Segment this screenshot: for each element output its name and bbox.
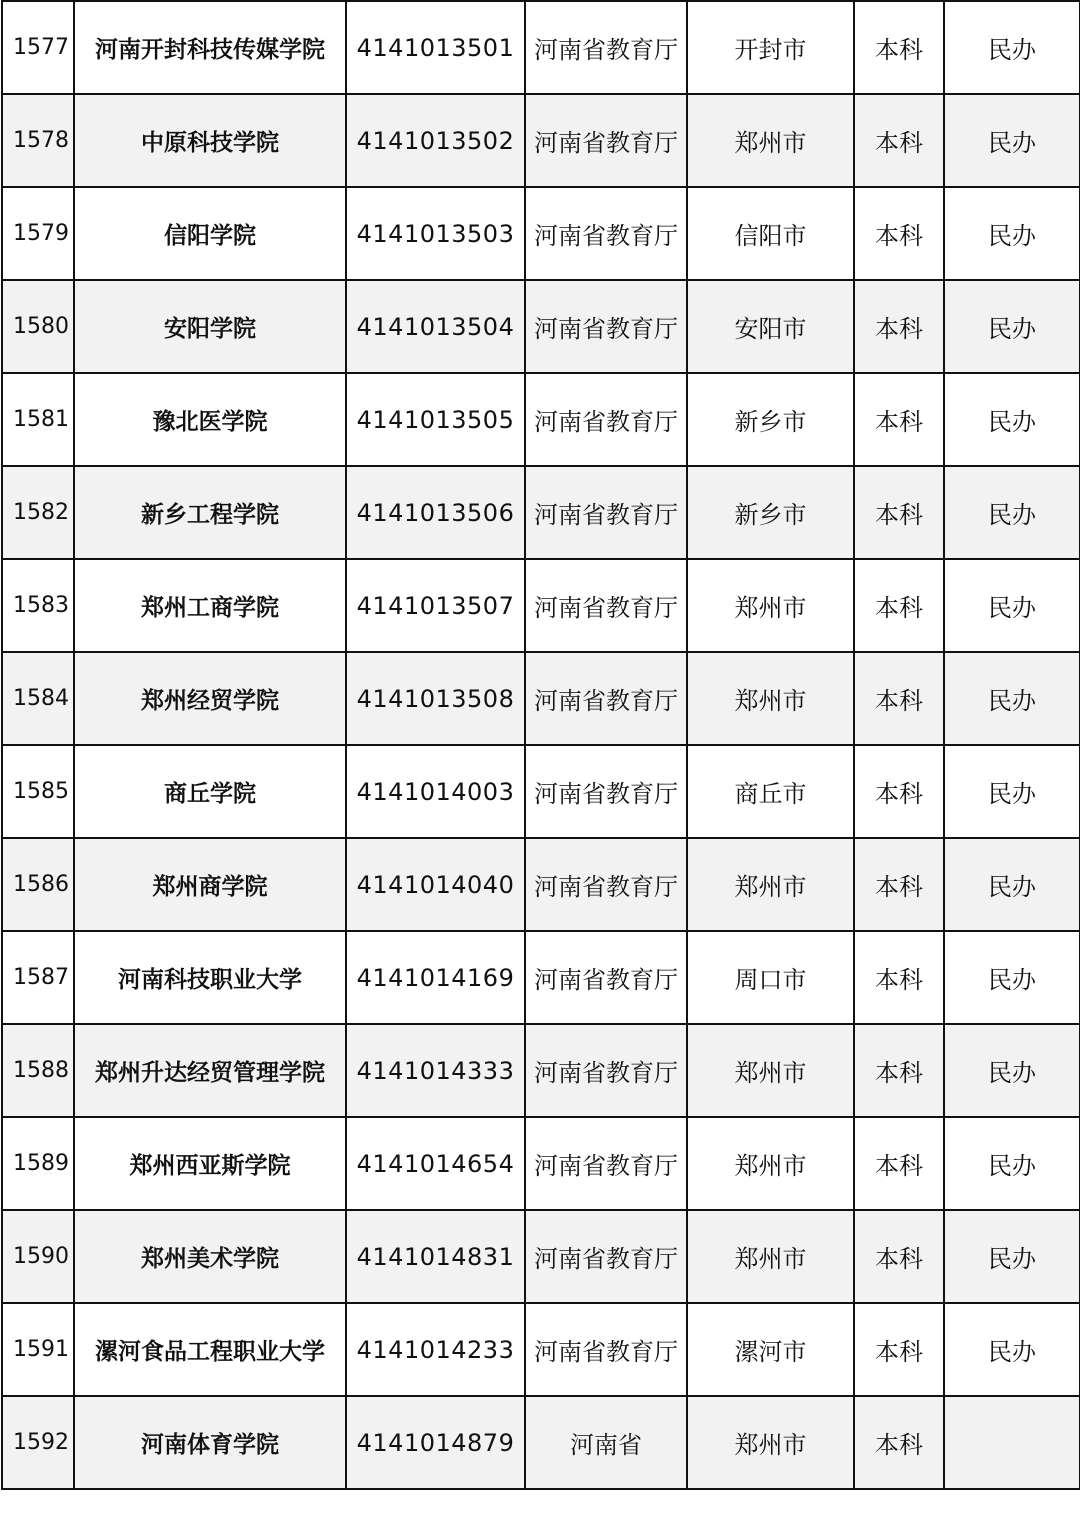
level: 本科	[854, 1210, 944, 1303]
level: 本科	[854, 559, 944, 652]
school-code: 4141013508	[346, 652, 525, 745]
authority: 河南省教育厅	[525, 1, 687, 94]
university-table	[1, 0, 1080, 1490]
row-number: 1580	[2, 280, 74, 373]
city: 郑州市	[687, 559, 854, 652]
table-row	[2, 1, 1080, 94]
row-number: 1586	[2, 838, 74, 931]
table-row	[2, 373, 1080, 466]
ownership: 民办	[944, 838, 1080, 931]
level: 本科	[854, 838, 944, 931]
table-row	[2, 1396, 1080, 1489]
school-code: 4141014040	[346, 838, 525, 931]
row-number: 1585	[2, 745, 74, 838]
ownership: 民办	[944, 466, 1080, 559]
table-row	[2, 652, 1080, 745]
authority: 河南省教育厅	[525, 466, 687, 559]
table-row	[2, 931, 1080, 1024]
school-name: 郑州西亚斯学院	[74, 1117, 346, 1210]
city: 漯河市	[687, 1303, 854, 1396]
school-name: 郑州商学院	[74, 838, 346, 931]
ownership: 民办	[944, 652, 1080, 745]
school-name: 豫北医学院	[74, 373, 346, 466]
ownership: 民办	[944, 187, 1080, 280]
authority: 河南省教育厅	[525, 1024, 687, 1117]
row-number: 1578	[2, 94, 74, 187]
school-code: 4141014169	[346, 931, 525, 1024]
school-code: 4141013507	[346, 559, 525, 652]
school-code: 4141014831	[346, 1210, 525, 1303]
school-name: 郑州工商学院	[74, 559, 346, 652]
ownership: 民办	[944, 931, 1080, 1024]
row-number: 1587	[2, 931, 74, 1024]
city: 周口市	[687, 931, 854, 1024]
table-row	[2, 745, 1080, 838]
school-code: 4141014654	[346, 1117, 525, 1210]
level: 本科	[854, 466, 944, 559]
city: 商丘市	[687, 745, 854, 838]
school-name: 新乡工程学院	[74, 466, 346, 559]
table-row	[2, 838, 1080, 931]
level: 本科	[854, 1117, 944, 1210]
authority: 河南省教育厅	[525, 1303, 687, 1396]
school-code: 4141014233	[346, 1303, 525, 1396]
school-code: 4141013503	[346, 187, 525, 280]
city: 郑州市	[687, 94, 854, 187]
school-name: 河南开封科技传媒学院	[74, 1, 346, 94]
table-row	[2, 466, 1080, 559]
city: 开封市	[687, 1, 854, 94]
ownership: 民办	[944, 1117, 1080, 1210]
school-name: 中原科技学院	[74, 94, 346, 187]
row-number: 1583	[2, 559, 74, 652]
school-code: 4141013504	[346, 280, 525, 373]
ownership: 民办	[944, 94, 1080, 187]
row-number: 1577	[2, 1, 74, 94]
authority: 河南省教育厅	[525, 931, 687, 1024]
school-code: 4141014879	[346, 1396, 525, 1489]
table-row	[2, 187, 1080, 280]
table-row	[2, 280, 1080, 373]
level: 本科	[854, 94, 944, 187]
city: 郑州市	[687, 1396, 854, 1489]
school-code: 4141014333	[346, 1024, 525, 1117]
row-number: 1592	[2, 1396, 74, 1489]
school-code: 4141013501	[346, 1, 525, 94]
level: 本科	[854, 1, 944, 94]
ownership	[944, 1396, 1080, 1489]
row-number: 1581	[2, 373, 74, 466]
city: 郑州市	[687, 652, 854, 745]
city: 新乡市	[687, 373, 854, 466]
school-name: 漯河食品工程职业大学	[74, 1303, 346, 1396]
authority: 河南省教育厅	[525, 1210, 687, 1303]
row-number: 1579	[2, 187, 74, 280]
city: 新乡市	[687, 466, 854, 559]
city: 郑州市	[687, 1210, 854, 1303]
ownership: 民办	[944, 1024, 1080, 1117]
school-code: 4141013506	[346, 466, 525, 559]
city: 郑州市	[687, 838, 854, 931]
school-code: 4141013502	[346, 94, 525, 187]
table-row	[2, 1210, 1080, 1303]
authority: 河南省教育厅	[525, 838, 687, 931]
row-number: 1588	[2, 1024, 74, 1117]
ownership: 民办	[944, 1210, 1080, 1303]
authority: 河南省	[525, 1396, 687, 1489]
authority: 河南省教育厅	[525, 187, 687, 280]
city: 郑州市	[687, 1024, 854, 1117]
authority: 河南省教育厅	[525, 1117, 687, 1210]
authority: 河南省教育厅	[525, 652, 687, 745]
row-number: 1582	[2, 466, 74, 559]
table-row	[2, 1117, 1080, 1210]
school-name: 安阳学院	[74, 280, 346, 373]
school-name: 河南科技职业大学	[74, 931, 346, 1024]
ownership: 民办	[944, 559, 1080, 652]
level: 本科	[854, 373, 944, 466]
table-row	[2, 94, 1080, 187]
row-number: 1590	[2, 1210, 74, 1303]
row-number: 1584	[2, 652, 74, 745]
authority: 河南省教育厅	[525, 280, 687, 373]
city: 安阳市	[687, 280, 854, 373]
school-name: 郑州经贸学院	[74, 652, 346, 745]
level: 本科	[854, 187, 944, 280]
school-name: 郑州升达经贸管理学院	[74, 1024, 346, 1117]
school-code: 4141014003	[346, 745, 525, 838]
school-name: 商丘学院	[74, 745, 346, 838]
level: 本科	[854, 652, 944, 745]
ownership: 民办	[944, 1, 1080, 94]
school-name: 河南体育学院	[74, 1396, 346, 1489]
row-number: 1591	[2, 1303, 74, 1396]
school-name: 郑州美术学院	[74, 1210, 346, 1303]
row-number: 1589	[2, 1117, 74, 1210]
authority: 河南省教育厅	[525, 745, 687, 838]
city: 信阳市	[687, 187, 854, 280]
school-code: 4141013505	[346, 373, 525, 466]
ownership: 民办	[944, 745, 1080, 838]
authority: 河南省教育厅	[525, 559, 687, 652]
authority: 河南省教育厅	[525, 94, 687, 187]
level: 本科	[854, 1396, 944, 1489]
ownership: 民办	[944, 373, 1080, 466]
level: 本科	[854, 280, 944, 373]
city: 郑州市	[687, 1117, 854, 1210]
level: 本科	[854, 1303, 944, 1396]
level: 本科	[854, 931, 944, 1024]
level: 本科	[854, 745, 944, 838]
table-row	[2, 1303, 1080, 1396]
level: 本科	[854, 1024, 944, 1117]
authority: 河南省教育厅	[525, 373, 687, 466]
table-row	[2, 1024, 1080, 1117]
ownership: 民办	[944, 280, 1080, 373]
table-row	[2, 559, 1080, 652]
ownership: 民办	[944, 1303, 1080, 1396]
school-name: 信阳学院	[74, 187, 346, 280]
